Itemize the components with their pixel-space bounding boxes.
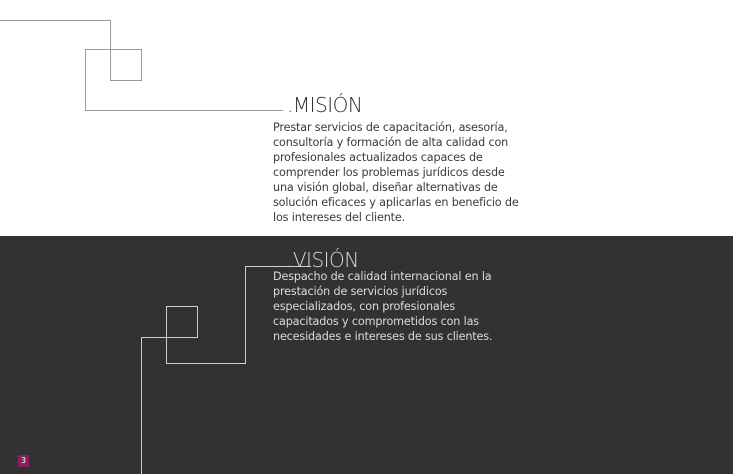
mision-heading: .MISIÓN [287,93,363,117]
page-number-badge: 3 [18,455,29,467]
vision-heading: .VISIÓN [287,248,359,272]
vision-paragraph: Despacho de calidad internacional en la prestación de servicios jurídicos especializados, con profesionales capacitados y comprometidos con las necesidades e intereses de sus clientes. [273,270,493,343]
mision-paragraph: Prestar servicios de capacitación, asesoría, consultoría y formación de alta calidad con profesionales actualizados capaces de comprender los problemas jurídicos desde una visión global, diseñar alternativas de solución eficaces y aplicarlas en beneficio de los intereses del cliente. [273,121,519,224]
